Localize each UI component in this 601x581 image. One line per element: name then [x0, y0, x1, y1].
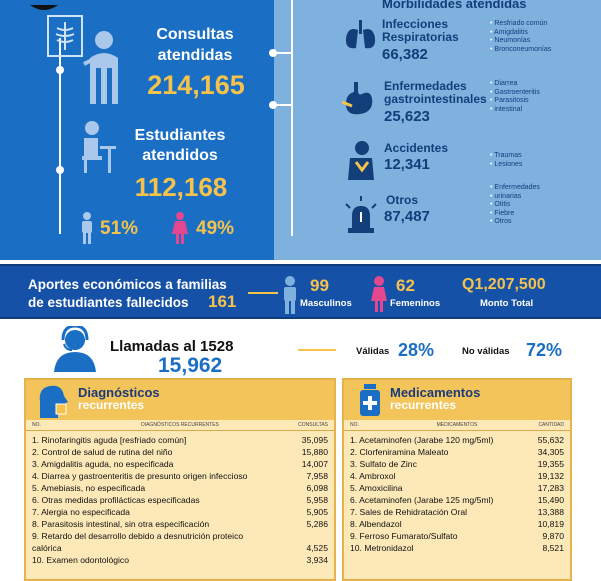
- row-name: 4. Diarrea y gastroenteritis de presunto origen infeccioso: [32, 471, 248, 481]
- table-row: [26, 506, 334, 518]
- consultas-label-line2: atendidas: [157, 47, 233, 64]
- row-value: 14,007: [301, 459, 328, 469]
- list-item: • urinarias: [490, 193, 540, 202]
- validas-pct: 28%: [398, 340, 435, 360]
- row-value: 9,870: [542, 531, 564, 541]
- list-item: • Resfriado común: [490, 20, 551, 29]
- row-name: 1. Rinofaringitis aguda [resfriado común]: [32, 435, 187, 445]
- diagnosticos-subtitle: recurrentes: [78, 398, 145, 412]
- medicamentos-rows: [344, 431, 570, 554]
- row-name: 9. Ferroso Fumarato/Sulfato: [350, 531, 458, 541]
- col-name: MEDICAMENTOS: [436, 422, 478, 428]
- medicamentos-column-header: [344, 420, 570, 431]
- lungs-icon: [342, 18, 378, 54]
- aportes-monto-label: Monto Total: [480, 298, 534, 309]
- row-name: 8. Albendazol: [350, 519, 402, 529]
- row-name: 5. Amoxicilina: [350, 483, 403, 493]
- female-icon: [171, 212, 189, 244]
- table-row: [344, 434, 570, 446]
- list-item: • Gastroenteritis: [490, 89, 540, 98]
- alarm-icon: [342, 194, 380, 234]
- morbilidades-title: Morbilidades atendidas: [382, 0, 527, 11]
- medicine-bottle-icon: [356, 384, 384, 416]
- validas-label: Válidas: [356, 346, 390, 357]
- list-item: • Otros: [490, 218, 540, 227]
- row-value: 19,355: [537, 459, 564, 469]
- list-item: • Traumas: [490, 152, 522, 161]
- table-row: [344, 470, 570, 482]
- medicamentos-table: [342, 378, 572, 581]
- llamadas-title: Llamadas al 1528: [110, 338, 234, 355]
- row-name: 6. Acetaminofen (Jarabe 125 mg/5ml): [350, 495, 494, 505]
- row-name: 10. Metronidazol: [350, 543, 414, 553]
- col-no: NO.: [32, 422, 41, 428]
- morb-gastro-list: [490, 80, 540, 114]
- row-name: 1. Acetaminofen (Jarabe 120 mg/5ml): [350, 435, 494, 445]
- morb-otros-list: [490, 184, 540, 227]
- table-row: [26, 434, 334, 446]
- row-value: 4,525: [306, 543, 328, 553]
- aportes-label: [28, 276, 227, 312]
- list-item: • Amigdalitis: [490, 29, 551, 38]
- table-row: [344, 458, 570, 470]
- male-pct: 51%: [100, 218, 139, 239]
- doctor-xray-icon: [46, 14, 126, 106]
- row-value: 17,283: [537, 483, 564, 493]
- table-row: [344, 542, 570, 554]
- table-row: [344, 494, 570, 506]
- female-icon: [370, 276, 388, 312]
- table-row: [344, 506, 570, 518]
- logo-fragment: [0, 0, 60, 8]
- consultas-label: [120, 24, 270, 66]
- diagnosticos-title: [78, 386, 160, 412]
- row-value: 5,286: [306, 519, 328, 529]
- morb-timeline-line: [291, 0, 293, 236]
- table-row: [26, 518, 334, 530]
- aportes-male-label: Masculinos: [300, 298, 352, 309]
- row-value: 55,632: [537, 435, 564, 445]
- table-row: [26, 494, 334, 506]
- morb-gastro-value: 25,623: [384, 108, 430, 125]
- student-desk-icon: [78, 118, 118, 174]
- row-value: [288, 530, 328, 542]
- head-profile-icon: [36, 382, 70, 418]
- diagnosticos-rows: [26, 431, 334, 566]
- consultas-label-line1: Consultas: [156, 26, 234, 43]
- table-row: [344, 518, 570, 530]
- aportes-female-value: 62: [396, 276, 415, 295]
- col-name: DIAGNÓSTICOS RECURRENTES: [141, 422, 219, 428]
- row-name: calórica: [32, 543, 62, 553]
- row-value: 34,305: [537, 447, 564, 457]
- male-icon: [80, 212, 94, 244]
- operator-icon: [46, 326, 104, 372]
- medicamentos-title-text: Medicamentos: [390, 385, 481, 400]
- medicamentos-header: [344, 380, 570, 420]
- aportes-male-value: 99: [310, 276, 329, 295]
- estudiantes-label-line1: Estudiantes: [134, 127, 226, 144]
- row-value: 5,958: [306, 495, 328, 505]
- row-name: 7. Sales de Rehidratación Oral: [350, 507, 468, 517]
- col-no: NO.: [350, 422, 359, 428]
- medicamentos-subtitle: recurrentes: [390, 398, 457, 412]
- row-value: 19,132: [537, 471, 564, 481]
- llamadas-connector: [298, 349, 336, 351]
- timeline-dot: [56, 166, 64, 174]
- injury-icon: [342, 140, 378, 180]
- row-value: 13,388: [537, 507, 564, 517]
- row-name: 3. Amigdalitis aguda, no especificada: [32, 459, 174, 469]
- stomach-icon: [340, 80, 378, 118]
- morb-resp-title: [382, 18, 459, 44]
- row-value: 5,905: [306, 507, 328, 517]
- morb-otros-value: 87,487: [384, 208, 430, 225]
- morb-dot: [269, 49, 277, 57]
- row-value: 10,819: [537, 519, 564, 529]
- estudiantes-value: 112,168: [134, 172, 228, 202]
- table-row: [26, 542, 334, 554]
- aportes-monto-value: Q1,207,500: [462, 276, 546, 293]
- aportes-female-label: Femeninos: [390, 298, 441, 309]
- row-name: 5. Amebiasis, no especificada: [32, 483, 146, 493]
- table-row: [26, 530, 334, 542]
- list-item: • Parasitosis: [490, 97, 540, 106]
- table-row: [26, 554, 334, 566]
- list-item: • Neumonías: [490, 37, 551, 46]
- table-row: [344, 482, 570, 494]
- row-name: 8. Parasitosis intestinal, sin otra especificación: [32, 519, 210, 529]
- morb-dot: [269, 101, 277, 109]
- row-value: 6,098: [306, 483, 328, 493]
- table-row: [26, 482, 334, 494]
- morb-gastro-title: [384, 80, 487, 106]
- row-name: 9. Retardo del desarrollo debido a desnutrición proteico: [32, 531, 244, 541]
- morb-gastro-title-line2: gastrointestinales: [384, 92, 487, 106]
- list-item: • Enfermedades: [490, 184, 540, 193]
- row-value: 35,095: [301, 435, 328, 445]
- morb-resp-title-line1: Infecciones: [382, 17, 449, 31]
- table-row: [344, 446, 570, 458]
- row-value: 7,958: [306, 471, 328, 481]
- col-val: CONSULTAS: [298, 422, 328, 428]
- row-name: 2. Control de salud de rutina del niño: [32, 447, 173, 457]
- list-item: • Diarrea: [490, 80, 540, 89]
- row-name: 2. Clorfeniramina Maleato: [350, 447, 449, 457]
- morb-gastro-title-line1: Enfermedades: [384, 79, 467, 93]
- aportes-connector: [248, 292, 278, 294]
- table-row: [26, 458, 334, 470]
- row-value: 15,880: [301, 447, 328, 457]
- list-item: • Otitis: [490, 201, 540, 210]
- diagnosticos-column-header: [26, 420, 334, 431]
- row-value: 8,521: [542, 543, 564, 553]
- row-value: 15,490: [537, 495, 564, 505]
- col-val: CANTIDAD: [538, 422, 564, 428]
- diagnosticos-title-text: Diagnósticos: [78, 385, 160, 400]
- diagnosticos-table: [24, 378, 336, 581]
- row-name: 4. Ambroxol: [350, 471, 396, 481]
- no-validas-pct: 72%: [526, 340, 563, 360]
- table-row: [344, 530, 570, 542]
- row-value: 3,934: [306, 555, 328, 565]
- female-pct: 49%: [196, 218, 235, 239]
- list-item: • Bronconeumonías: [490, 46, 551, 55]
- llamadas-value: 15,962: [158, 354, 223, 377]
- morb-resp-title-line2: Respiratorias: [382, 30, 459, 44]
- row-name: 3. Sulfato de Zinc: [350, 459, 417, 469]
- diagnosticos-header: [26, 380, 334, 420]
- row-name: 10. Examen odontológico: [32, 555, 129, 565]
- estudiantes-label-line2: atendidos: [142, 147, 218, 164]
- medicamentos-title: [390, 386, 480, 412]
- list-item: • intestinal: [490, 106, 540, 115]
- estudiantes-label: [118, 126, 242, 166]
- morb-resp-list: [490, 20, 551, 54]
- aportes-total: 161: [208, 292, 237, 311]
- table-row: [26, 470, 334, 482]
- consultas-value: 214,165: [147, 70, 245, 100]
- aportes-label-line2: de estudiantes fallecidos: [28, 295, 189, 310]
- aportes-label-line1: Aportes económicos a familias: [28, 277, 227, 292]
- row-name: 7. Alergia no especificada: [32, 507, 130, 517]
- morb-resp-value: 66,382: [382, 46, 428, 63]
- morb-accidentes-title: Accidentes: [384, 141, 449, 155]
- morb-accidentes-value: 12,341: [384, 156, 430, 173]
- male-icon: [282, 276, 298, 314]
- table-row: [26, 446, 334, 458]
- row-name: 6. Otras medidas profilácticas especificadas: [32, 495, 200, 505]
- list-item: • Fiebre: [490, 210, 540, 219]
- no-validas-label: No válidas: [462, 346, 510, 357]
- morb-otros-title: Otros: [386, 193, 419, 207]
- list-item: • Lesiones: [490, 161, 522, 170]
- morb-accidentes-list: [490, 152, 522, 169]
